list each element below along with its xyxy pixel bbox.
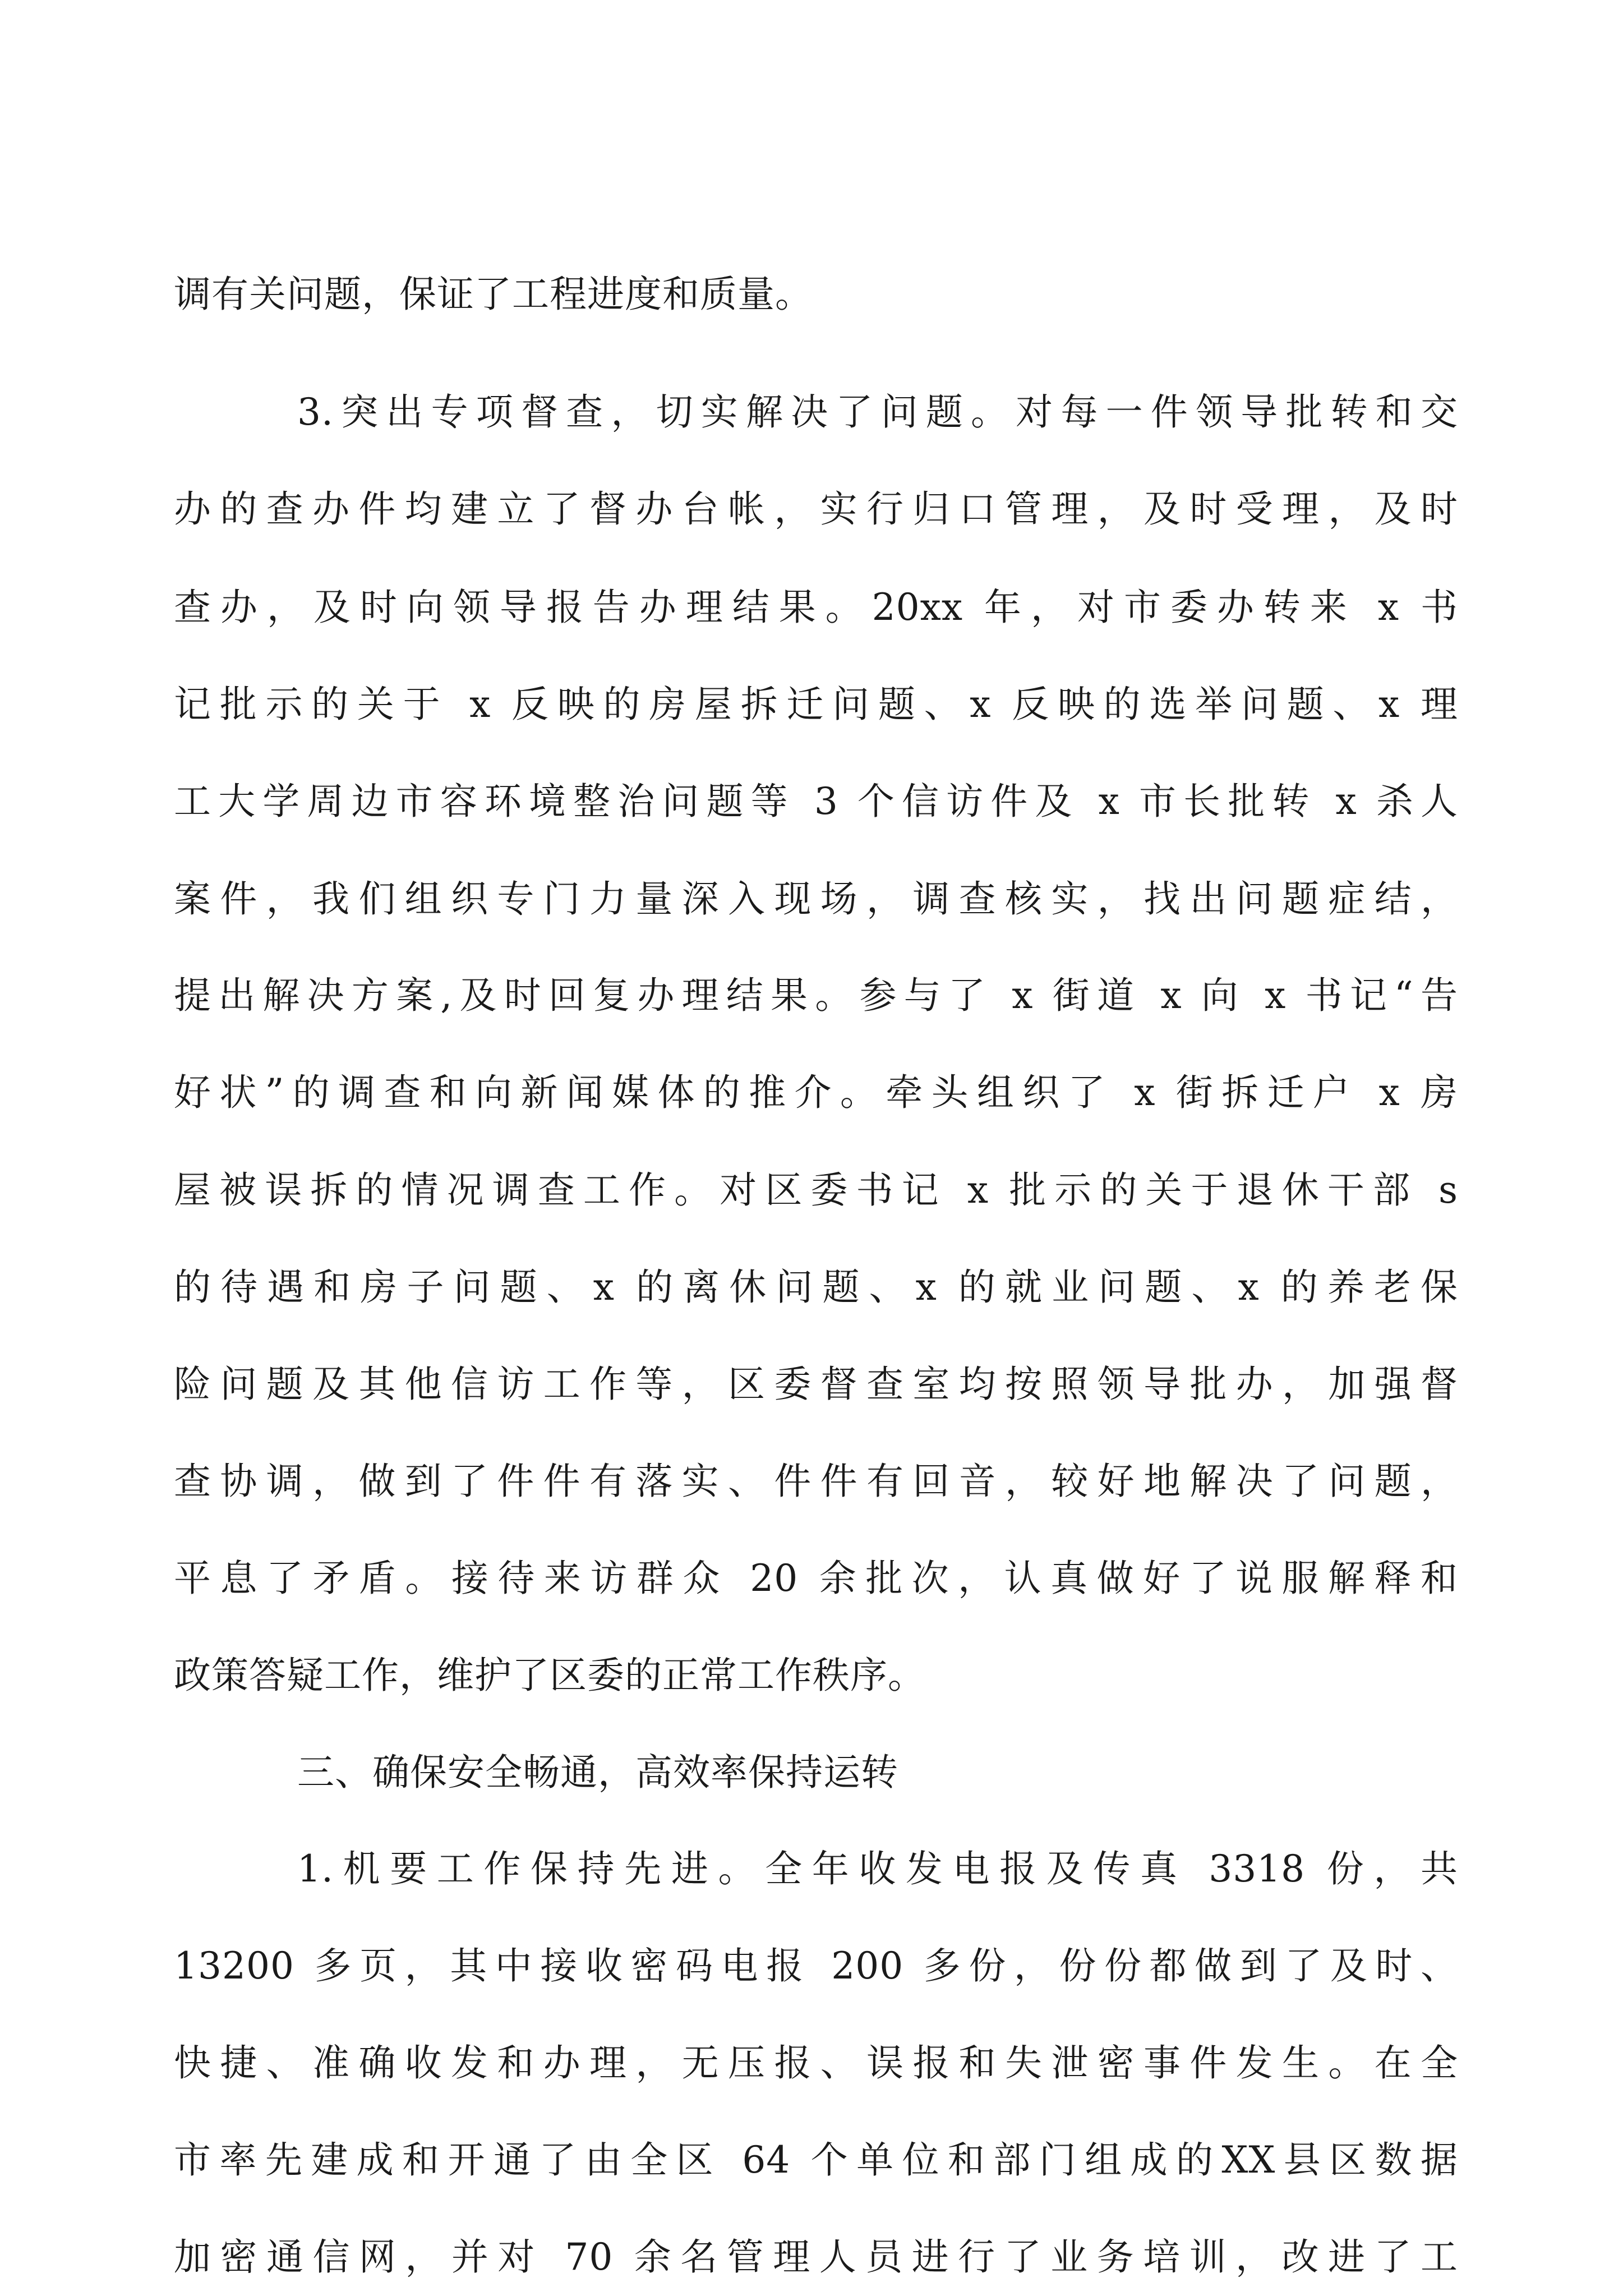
- paragraph-line: 1.机要工作保持先进。全年收发电报及传真 3318 份，共: [297, 1847, 1458, 1890]
- paragraph-line: 工大学周边市容环境整治问题等 3 个信访件及 x 市长批转 x 杀人: [174, 780, 1458, 823]
- section-heading: 三、确保安全畅通，高效率保持运转: [297, 1751, 898, 1794]
- paragraph-line: 3.突出专项督查，切实解决了问题。对每一件领导批转和交: [297, 390, 1458, 434]
- paragraph-line: 市率先建成和开通了由全区 64 个单位和部门组成的XX县区数据: [174, 2138, 1458, 2182]
- paragraph-line: 的待遇和房子问题、x 的离休问题、x 的就业问题、x 的养老保: [174, 1266, 1458, 1309]
- paragraph-line: 屋被误拆的情况调查工作。对区委书记 x 批示的关于退休干部 s: [174, 1168, 1458, 1212]
- paragraph-line: 调有关问题，保证了工程进度和质量。: [174, 273, 813, 316]
- paragraph-line: 记批示的关于 x 反映的房屋拆迁问题、x 反映的选举问题、x 理: [174, 683, 1458, 726]
- paragraph-line: 查办，及时向领导报告办理结果。20xx 年，对市委办转来 x 书: [174, 586, 1458, 629]
- paragraph-line: 办的查办件均建立了督办台帐，实行归口管理，及时受理，及时: [174, 487, 1458, 531]
- paragraph-line: 快捷、准确收发和办理，无压报、误报和失泄密事件发生。在全: [174, 2041, 1458, 2085]
- paragraph-line: 政策答疑工作，维护了区委的正常工作秩序。: [174, 1654, 925, 1697]
- paragraph-line: 提出解决方案,及时回复办理结果。参与了 x 街道 x 向 x 书记“告: [174, 974, 1458, 1017]
- paragraph-line: 平息了矛盾。接待来访群众 20 余批次，认真做好了说服解释和: [174, 1557, 1458, 1600]
- paragraph-line: 查协调，做到了件件有落实、件件有回音，较好地解决了问题，: [174, 1460, 1458, 1503]
- paragraph-line: 好状”的调查和向新闻媒体的推介。牵头组织了 x 街拆迁户 x 房: [174, 1071, 1458, 1114]
- paragraph-line: 案件，我们组织专门力量深入现场，调查核实，找出问题症结，: [174, 877, 1458, 921]
- paragraph-line: 加密通信网，并对 70 余名管理人员进行了业务培训，改进了工: [174, 2235, 1458, 2279]
- paragraph-line: 险问题及其他信访工作等，区委督查室均按照领导批办，加强督: [174, 1363, 1458, 1406]
- paragraph-line: 13200 多页，其中接收密码电报 200 多份，份份都做到了及时、: [174, 1944, 1458, 1987]
